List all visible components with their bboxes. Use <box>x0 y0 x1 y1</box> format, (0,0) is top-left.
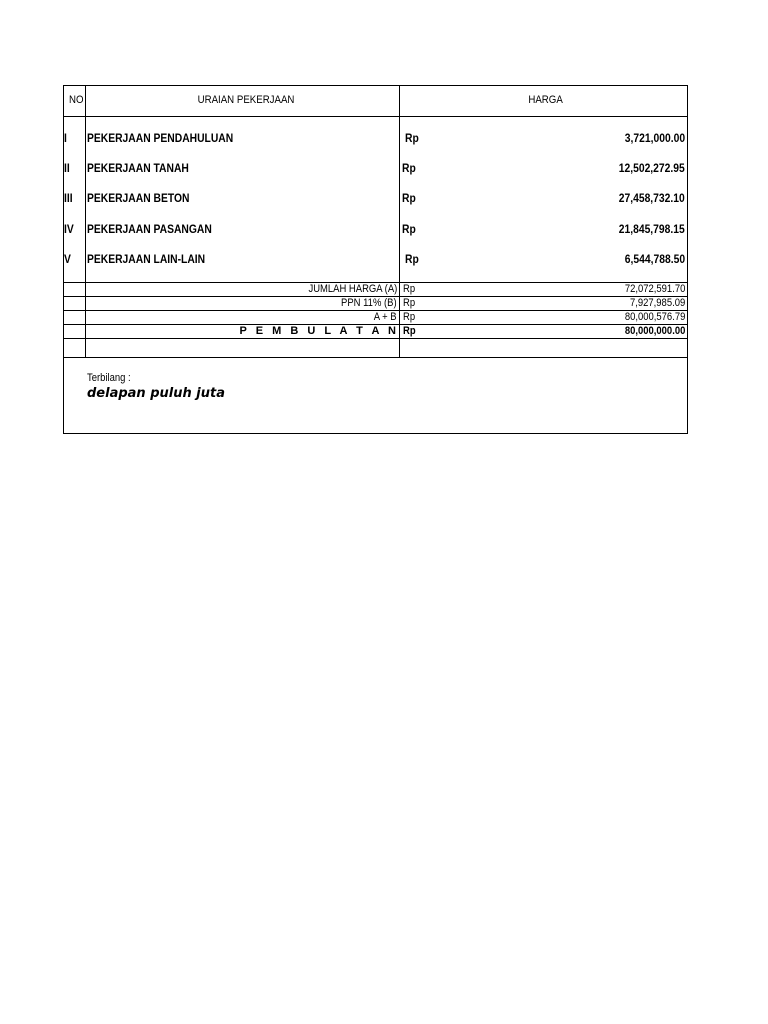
terbilang-value: delapan puluh juta <box>87 386 225 401</box>
row-currency: Rp <box>402 161 416 175</box>
terbilang-label: Terbilang : <box>87 372 131 384</box>
summary-label: PPN 11% (B) <box>341 297 397 309</box>
summary-amount: 72,072,591.70 <box>624 283 685 295</box>
row-description: PEKERJAAN LAIN-LAIN <box>87 252 206 266</box>
row-currency: Rp <box>402 222 416 236</box>
table-row <box>64 249 687 269</box>
row-currency: Rp <box>405 252 419 266</box>
summary-currency: Rp <box>403 283 416 295</box>
header-no: NO <box>68 94 84 106</box>
summary-amount: 80,000,000.00 <box>624 325 685 337</box>
row-amount: 12,502,272.95 <box>618 161 685 175</box>
summary-row-rounding <box>64 325 687 339</box>
table-row <box>64 158 687 178</box>
summary-currency: Rp <box>403 325 416 337</box>
row-number: III <box>64 191 73 205</box>
summary-currency: Rp <box>403 297 416 309</box>
summary-row-subtotal <box>64 283 687 297</box>
summary-currency: Rp <box>403 311 416 323</box>
table-row <box>64 128 687 148</box>
row-description: PEKERJAAN BETON <box>87 191 190 205</box>
summary-amount: 80,000,576.79 <box>624 311 685 323</box>
row-currency: Rp <box>402 191 416 205</box>
summary-label: P E M B U L A T A N <box>239 325 399 337</box>
row-description: PEKERJAAN PASANGAN <box>87 222 212 236</box>
row-amount: 21,845,798.15 <box>618 222 685 236</box>
row-currency: Rp <box>405 131 419 145</box>
row-number: II <box>64 161 70 175</box>
header-price: HARGA <box>528 94 563 106</box>
header-description: URAIAN PEKERJAAN <box>197 94 295 106</box>
table-row <box>64 219 687 239</box>
summary-row-total <box>64 311 687 325</box>
summary-row-tax <box>64 297 687 311</box>
row-description: PEKERJAAN TANAH <box>87 161 189 175</box>
row-number: V <box>64 252 71 266</box>
row-amount: 3,721,000.00 <box>624 131 685 145</box>
summary-label: JUMLAH HARGA (A) <box>308 283 397 295</box>
summary-label: A + B <box>374 311 397 323</box>
summary-block <box>64 282 687 358</box>
row-number: I <box>64 131 67 145</box>
table-header <box>64 86 687 117</box>
row-number: IV <box>64 222 74 236</box>
row-amount: 6,544,788.50 <box>624 252 685 266</box>
table-row <box>64 188 687 208</box>
cost-summary-table <box>63 85 688 434</box>
row-description: PEKERJAAN PENDAHULUAN <box>87 131 234 145</box>
summary-amount: 7,927,985.09 <box>629 297 685 309</box>
row-amount: 27,458,732.10 <box>618 191 685 205</box>
amount-in-words <box>87 372 225 401</box>
